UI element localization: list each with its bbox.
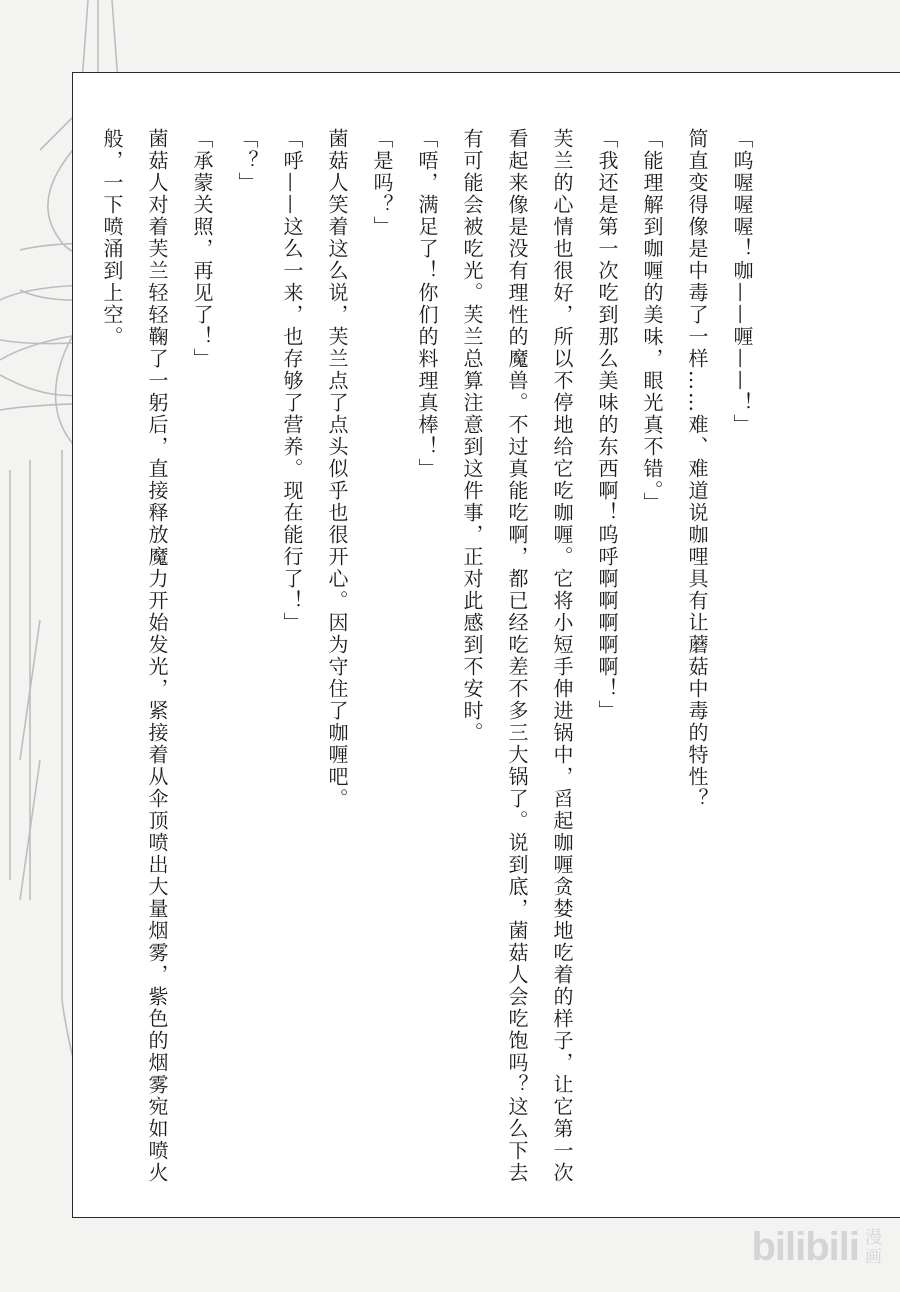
- watermark-manga-label: [865, 1229, 882, 1267]
- paragraph: 菌菇人笑着这么说，芙兰点了点头似乎也很开心。因为守住了咖喱吧。: [325, 128, 349, 810]
- paragraph: 简直变得像是中毒了一样……难、难道说咖哩具有让蘑菇中毒的特性？: [685, 128, 709, 810]
- paragraph: 「呜喔喔喔！咖——喱——！」: [730, 128, 754, 436]
- watermark-char: 漫: [865, 1227, 882, 1248]
- novel-text-vertical: [64, 128, 764, 1188]
- paragraph: 「承蒙关照，再见了！」: [190, 128, 214, 370]
- paragraph: 「唔，满足了！你们的料理真棒！」: [415, 128, 439, 480]
- watermark-char: 画: [865, 1246, 882, 1267]
- paragraph: 「是吗？」: [370, 128, 394, 238]
- paragraph: 芙兰的心情也很好，所以不停地给它吃咖喱。它将小短手伸进锅中，舀起咖喱贪婪地吃着的样子，让它第一次看起来像是没有理性的魔兽。不过真能吃啊，都已经吃差不多三大锅了。说到底，菌菇人会吃饱吗？这么下去有可能会被吃光。芙兰总算注意到这件事，正对此感到不安时。: [460, 128, 574, 1184]
- paragraph: 「我还是第一次吃到那么美味的东西啊！呜呼啊啊啊啊啊！」: [595, 128, 619, 722]
- paragraph: 「能理解到咖喱的美味，眼光真不错。」: [640, 128, 664, 514]
- bilibili-logo: bilibili: [751, 1225, 859, 1269]
- paragraph: 「？」: [235, 128, 259, 194]
- bilibili-manga-watermark: [751, 1225, 882, 1270]
- paragraph: 「呼——这么一来，也存够了营养。现在能行了！」: [280, 128, 304, 634]
- paragraph: 菌菇人对着芙兰轻轻鞠了一躬后，直接释放魔力开始发光，紧接着从伞顶喷出大量烟雾，紫色的烟雾宛如喷火般，一下喷涌到上空。: [100, 128, 169, 1184]
